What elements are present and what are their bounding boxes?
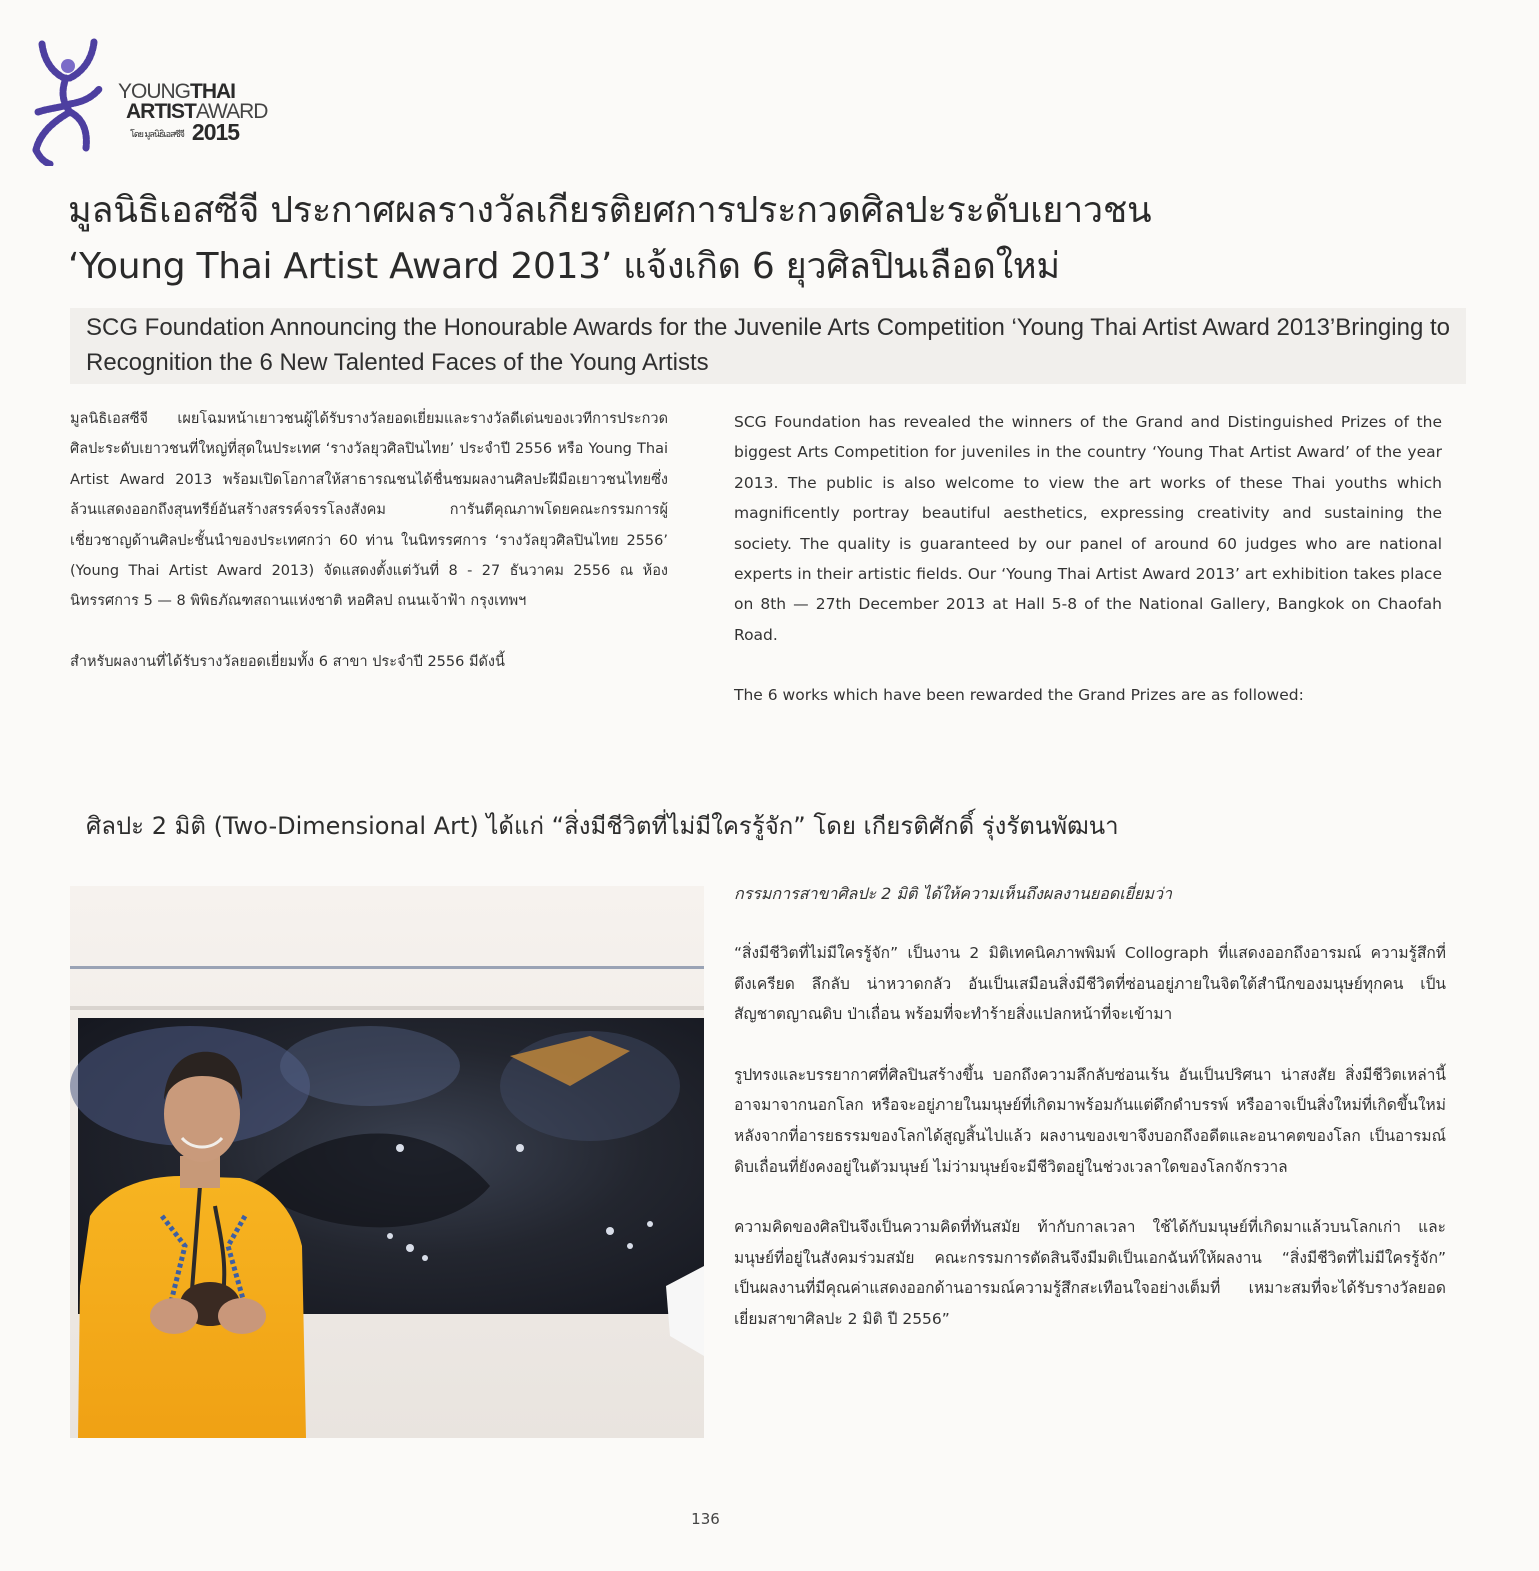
- thai-winners-lead: สำหรับผลงานที่ได้รับรางวัลยอดเยี่ยมทั้ง 6 สาขา ประจำปี 2556 มีดังนี้: [70, 653, 505, 670]
- english-intro-paragraph: SCG Foundation has revealed the winners of the Grand and Distinguished Prizes of the biggest Arts Competition for juveniles in the country ‘Young That Artist Award’ of the year 2013. The public is also welcome to view the art works of these Thai youths which magnificently portray beautiful aesthetics, expressing creativity and sustaining the society. The quality is guaranteed by our panel of around 60 judges who are national experts in their artistic fields. Our ‘Young Thai Artist Award 2013’ art exhibition takes place on 8th — 27th December 2013 at Hall 5-8 of the National Gallery, Bangkok on Chaofah Road.: [734, 413, 1442, 644]
- young-thai-artist-award-logo: [30, 38, 268, 168]
- logo-award: AWARD: [195, 100, 268, 123]
- jury-heading: กรรมการสาขาศิลปะ 2 มิติ ได้ให้ความเห็นถึงผลงานยอดเยี่ยมว่า: [734, 884, 1172, 903]
- logo-thai: THAI: [190, 80, 236, 103]
- two-dimensional-art-heading: ศิลปะ 2 มิติ (Two-Dimensional Art) ได้แก่ “สิ่งมีชีวิตที่ไม่มีใครรู้จัก” โดย เกียรติศักดิ์ รุ่งรัตนพัฒนา: [86, 812, 1119, 840]
- english-intro-column: [734, 407, 1442, 741]
- jury-commentary: [734, 876, 1446, 1365]
- article-title: [68, 183, 1488, 295]
- logo-by-scg: โดย มูลนิธิเอสซีจี: [130, 129, 184, 140]
- logo-artist: ARTIST: [126, 100, 196, 123]
- jury-paragraph-1: “สิ่งมีชีวิตที่ไม่มีใครรู้จัก” เป็นงาน 2 มิติเทคนิคภาพพิมพ์ Collograph ที่แสดงออกถึงอารมณ์ ความรู้สึกที่ตึงเครียด ลึกลับ น่าหวาดกลัว อันเป็นเสมือนสิ่งมีชีวิตที่ซ่อนอยู่ภายในจิตใต้สำนึกของมนุษย์ทุกคน เป็นสัญชาตญาณดิบ ป่าเถื่อน พร้อมที่จะทำร้ายสิ่งแปลกหน้าที่จะเข้ามา: [734, 944, 1446, 1024]
- article-title-line-1: มูลนิธิเอสซีจี ประกาศผลรางวัลเกียรติยศการประกวดศิลปะระดับเยาวชน: [68, 190, 1152, 231]
- dancing-figure-logo-icon: [30, 38, 120, 166]
- jury-paragraph-2: รูปทรงและบรรยากาศที่ศิลปินสร้างขึ้น บอกถึงความลึกลับซ่อนเร้น อันเป็นปริศนา น่าสงสัย สิ่งมีชีวิตเหล่านี้อาจมาจากนอกโลก หรือจะอยู่ภายในมนุษย์ที่เกิดมาพร้อมกันแต่ดึกดำบรรพ์ หรืออาจเป็นสิ่งใหม่ที่เกิดขึ้นใหม่หลังจากที่อารยธรรมของโลกได้สูญสิ้นไปแล้ว ผลงานของเขาจึงบอกถึงอดีตและอนาคตของโลก เป็นอารมณ์ดิบเถื่อนที่ยังคงอยู่ในตัวมนุษย์ ไม่ว่ามนุษย์จะมีชีวิตอยู่ในช่วงเวลาใดของโลกจักรวาล: [734, 1065, 1446, 1176]
- article-title-line-2: ‘Young Thai Artist Award 2013’ แจ้งเกิด 6 ยุวศิลปินเลือดใหม่: [68, 246, 1060, 287]
- thai-intro-paragraph: มูลนิธิเอสซีจี เผยโฉมหน้าเยาวชนผู้ได้รับรางวัลยอดเยี่ยมและรางวัลดีเด่นของเวทีการประกวดศิลปะระดับเยาวชนที่ใหญ่ที่สุดในประเทศ ‘รางวัลยุวศิลปินไทย’ ประจำปี 2556 หรือ Young Thai Artist Award 2013 พร้อมเปิดโอกาสให้สาธารณชนได้ชื่นชมผลงานศิลปะฝีมือเยาวชนไทยซึ่งล้วนแสดงออกถึงสุนทรีย์อันสร้างสรรค์จรรโลงสังคม การันตีคุณภาพโดยคณะกรรมการผู้เชี่ยวชาญด้านศิลปะชั้นนำของประเทศกว่า 60 ท่าน ในนิทรรศการ ‘รางวัลยุวศิลปินไทย 2556’ (Young Thai Artist Award 2013) จัดแสดงตั้งแต่วันที่ 8 - 27 ธันวาคม 2556 ณ ห้องนิทรรศการ 5 — 8 พิพิธภัณฑสถานแห่งชาติ หอศิลป ถนนเจ้าฟ้า กรุงเทพฯ: [70, 411, 668, 610]
- logo-young: YOUNG: [118, 80, 191, 103]
- page-number: 136: [691, 1510, 720, 1528]
- logo-year: 2015: [191, 119, 240, 145]
- logo-wordmark: [118, 82, 267, 144]
- article-subtitle: SCG Foundation Announcing the Honourable Awards for the Juvenile Arts Competition ‘Young Thai Artist Award 2013’Bringing to Recognition the 6 New Talented Faces of the Young Artists: [70, 308, 1466, 384]
- thai-intro-column: [70, 404, 668, 707]
- artist-with-artwork-photo: [70, 886, 704, 1438]
- english-winners-lead: The 6 works which have been rewarded the Grand Prizes are as followed:: [734, 686, 1304, 705]
- jury-paragraph-3: ความคิดของศิลปินจึงเป็นความคิดที่ทันสมัย ท้ากับกาลเวลา ใช้ได้กับมนุษย์ที่เกิดมาแล้วบนโลกเก่า และมนุษย์ที่อยู่ในสังคมร่วมสมัย คณะกรรมการตัดสินจึงมีมติเป็นเอกฉันท์ให้ผลงาน “สิ่งมีชีวิตที่ไม่มีใครรู้จัก” เป็นผลงานที่มีคุณค่าแสดงออกด้านอารมณ์ความรู้สึกสะเทือนใจอย่างเต็มที่ เหมาะสมที่จะได้รับรางวัลยอดเยี่ยมสาขาศิลปะ 2 มิติ ปี 2556”: [734, 1218, 1446, 1328]
